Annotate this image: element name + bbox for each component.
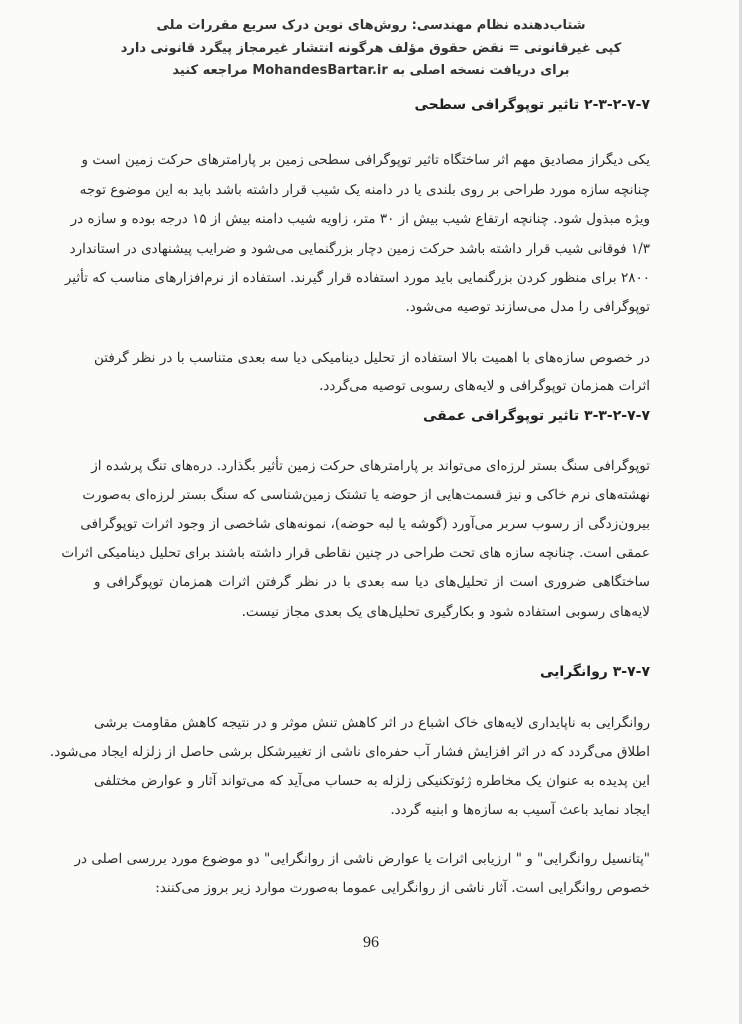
paragraph-line: عمقی است. چنانچه سازه های تحت طراحی در چنین نقاطی قرار داشته باشند برای تحلیل دینامیکی اثرات [61, 545, 650, 561]
paragraph-line: ویژه مبذول شود. چنانچه ارتفاع شیب بیش از ۳۰ متر، زاویه شیب دامنه بیش از ۱۵ درجه بوده و سازه در [70, 211, 650, 227]
paragraph-line: اثرات همزمان توپوگرافی و لایه‌های رسوبی توصیه می‌گردد. [319, 378, 650, 394]
section-heading: ۲-۳-۲-۷-۷ تاثیر توپوگرافی سطحی [414, 97, 650, 113]
header-line-1: شتاب‌دهنده نظام مهندسی: روش‌های نوین درک سریع مقررات ملی [156, 18, 586, 33]
section-heading: ۳-۷-۷ روانگرایی [539, 664, 650, 680]
paragraph-line: چنانچه سازه مورد طراحی بر روی بلندی یا در دامنه یک شیب قرار داشته باشد باید به این موضوع توجه [79, 182, 650, 198]
paragraph-line: "پتانسیل روانگرایی" و " ارزیابی اثرات یا عوارض ناشی از روانگرایی" دو موضوع مورد بررسی اصلی در [74, 851, 650, 867]
paragraph-line: در خصوص سازه‌های با اهمیت بالا استفاده از تحلیل دینامیکی دیا سه بعدی متناسب با در نظر گرفتن [94, 350, 650, 366]
paragraph-line: این پدیده به عنوان یک مخاطره ژئوتکنیکی زلزله به حساب می‌آید که می‌تواند آثار و عوارض مختلفی [94, 773, 650, 789]
paragraph-line: ۱/۳ فوقانی شیب قرار داشته باشد حرکت زمین دچار بزرگنمایی می‌شود و ضرایب پیشنهادی در استاندارد [69, 241, 650, 257]
paragraph-line: خصوص روانگرایی است. آثار ناشی از روانگرایی عموما به‌صورت موارد زیر بروز می‌کنند: [155, 880, 650, 896]
header-line-3: برای دریافت نسخه اصلی به MohandesBartar.ir مراجعه کنید [172, 63, 570, 78]
section-heading: ۳-۳-۲-۷-۷ تاثیر توپوگرافی عمقی [422, 408, 650, 424]
page-number: 96 [363, 934, 379, 951]
paragraph-line: اطلاق می‌گردد که در اثر افزایش فشار آب حفره‌ای ناشی از تغییرشکل برشی حاصل از زلزله ایجاد می‌شود. [49, 744, 650, 760]
paragraph-line: ایجاد نماید باعث آسیب به سازه‌ها و ابنیه گردد. [390, 802, 650, 818]
paragraph-line: بیرون‌زدگی از رسوب سربر می‌آورد (گوشه یا لبه حوضه)، نمونه‌های شاخصی از وجود اثرات توپوگرافی [80, 516, 650, 532]
paragraph-line: ساختگاهی ضروری است از تحلیل‌های دیا سه بعدی با در نظر گرفتن اثرات همزمان توپوگرافی و [94, 574, 650, 590]
paragraph-line: لایه‌های رسوبی استفاده شود و بکارگیری تحلیل‌های یک بعدی مجاز نیست. [241, 604, 650, 620]
header-line-2: کپی غیرقانونی = نقض حقوق مؤلف هرگونه انتشار غیرمجاز پیگرد قانونی دارد [120, 41, 622, 56]
paragraph-line: روانگرایی به ناپایداری لایه‌های خاک اشباع در اثر کاهش تنش موثر و در نتیجه کاهش مقاومت برشی [94, 715, 650, 731]
paragraph-line: نهشته‌های نرم خاکی و نیز قسمت‌هایی از حوضه یا تشتک زمین‌شناسی که سنگ بستر لرزه‌ای به‌صورت [82, 487, 650, 503]
paragraph-line: ۲۸۰۰ برای منظور کردن بزرگنمایی باید مورد استفاده قرار گیرند. استفاده از نرم‌افزارهای مناسب که تأثیر [64, 270, 650, 286]
paragraph-line: یکی دیگراز مصادیق مهم اثر ساختگاه تاثیر توپوگرافی سطحی زمین بر پارامترهای حرکت زمین است و [81, 152, 650, 168]
paragraph-line: توپوگرافی را مدل می‌سازند توصیه می‌شود. [405, 299, 650, 315]
paragraph-line: توپوگرافی سنگ بستر لرزه‌ای می‌تواند بر پارامترهای حرکت زمین تأثیر بگذارد. دره‌های تنگ پرشده از [91, 458, 650, 474]
